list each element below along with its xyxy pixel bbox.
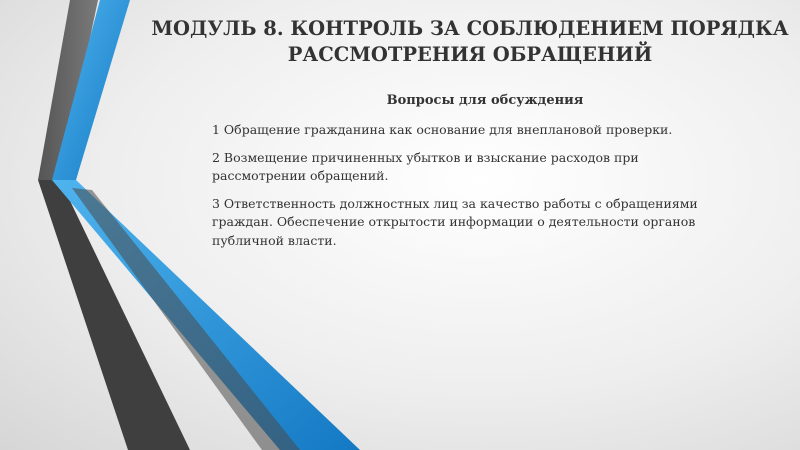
- list-item-3-line-1: 3 Ответственность должностных лиц за качество работы с обращениями: [212, 195, 698, 211]
- list-item-3-line-3: публичной власти.: [212, 232, 337, 248]
- list-item-2: [212, 149, 772, 186]
- list-item-2-line-2: рассмотрении обращений.: [212, 168, 389, 183]
- slide-title-line-1: МОДУЛЬ 8. КОНТРОЛЬ ЗА СОБЛЮДЕНИЕМ ПОРЯДКА: [151, 17, 789, 40]
- discussion-list: [212, 121, 772, 259]
- list-item-3-line-2: граждан. Обеспечение открытости информации о деятельности органов: [212, 214, 696, 229]
- list-item-3: [212, 195, 772, 251]
- discussion-subtitle: Вопросы для обсуждения: [386, 93, 584, 108]
- list-item-2-line-1: 2 Возмещение причиненных убытков и взыскание расходов при: [212, 149, 639, 165]
- list-item-1-line-1: 1 Обращение гражданина как основание для внеплановой проверки.: [212, 122, 673, 137]
- slide-title-line-2: РАССМОТРЕНИЯ ОБРАЩЕНИЙ: [287, 43, 653, 66]
- slide-title: [150, 16, 790, 68]
- list-item-1: [212, 121, 772, 140]
